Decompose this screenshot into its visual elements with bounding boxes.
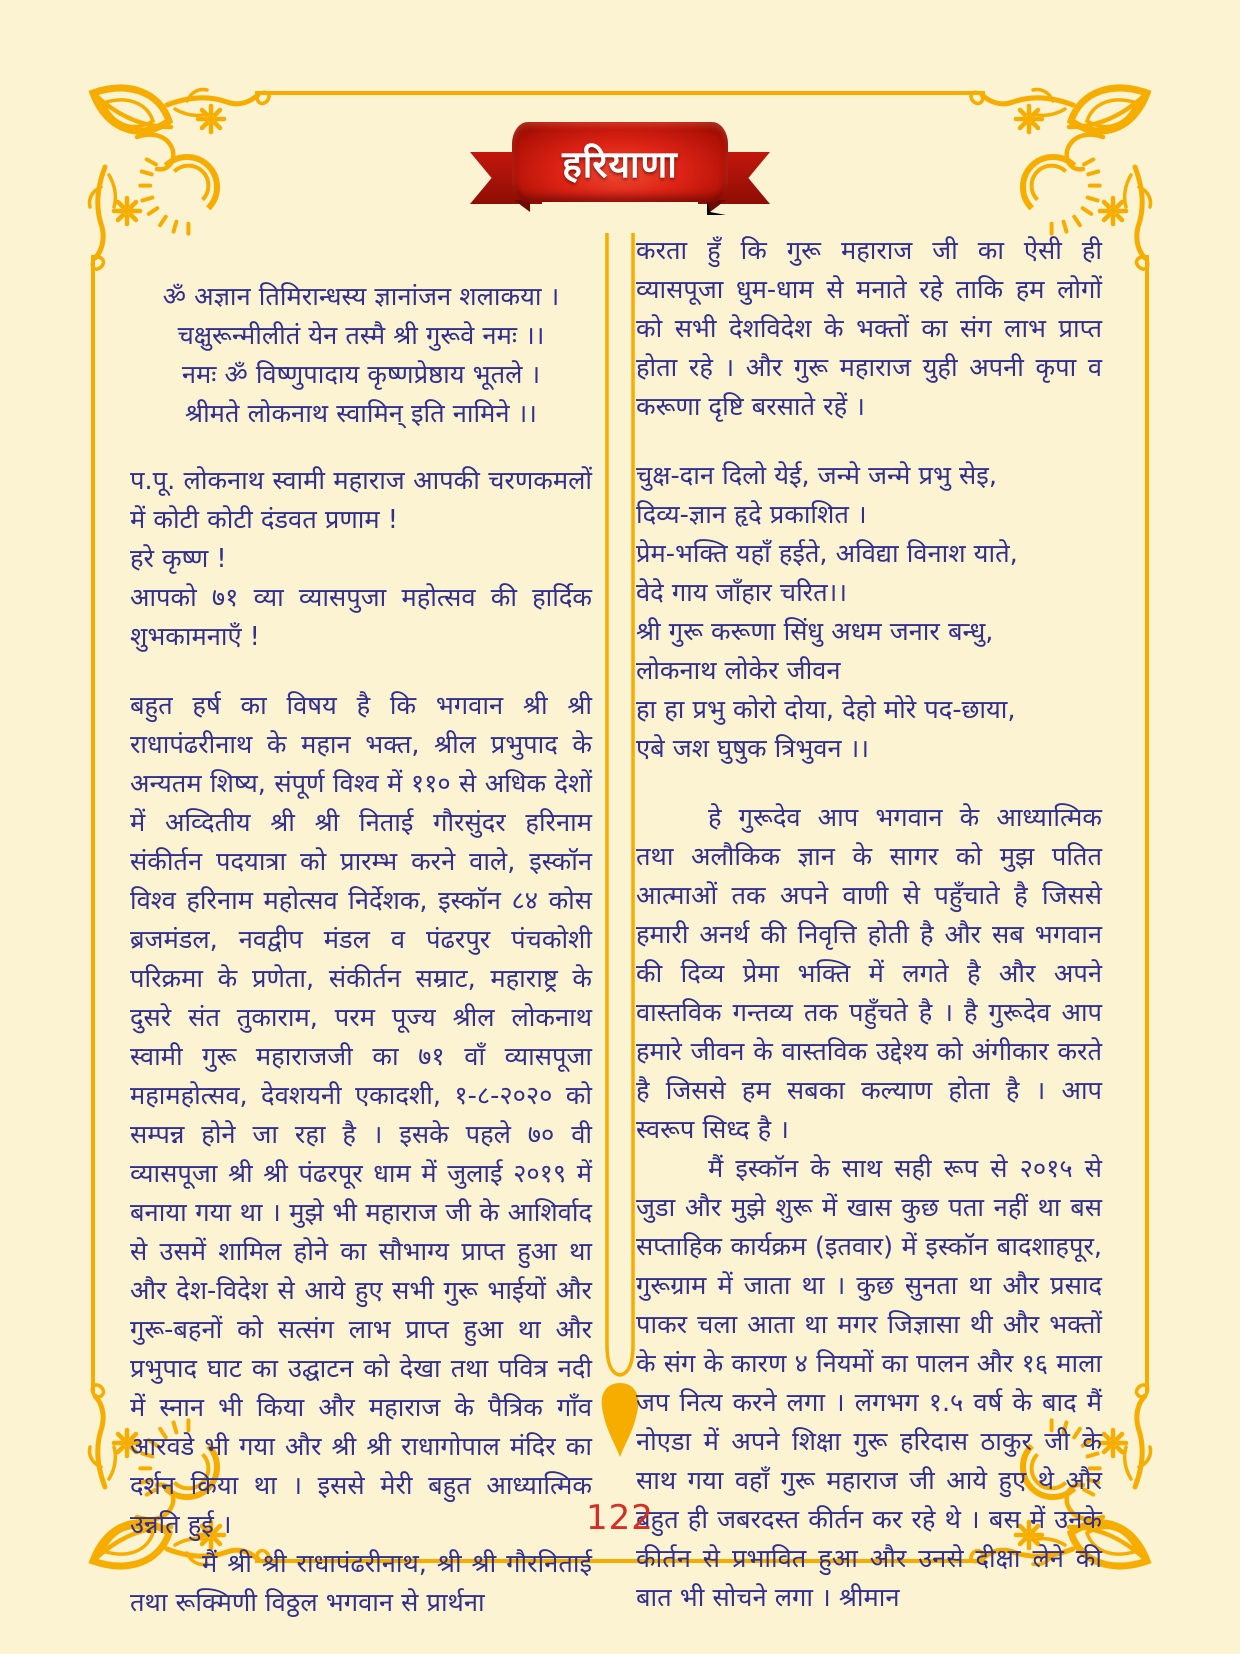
ribbon-fold-icon: [707, 200, 726, 215]
invocation-shloka: [130, 278, 592, 434]
verse-line: लोकनाथ लोकेर जीवन: [636, 656, 841, 686]
verse-line: चुक्ष-दान दिलो येई, जन्मे जन्मे प्रभु सेइ,: [636, 461, 997, 491]
page-number: 122: [586, 1498, 654, 1538]
banner-title: हरियाणा: [562, 142, 678, 186]
corner-flourish-icon: [75, 75, 285, 285]
salutation-paragraph: प.पू. लोकनाथ स्वामी महाराज आपकी चरणकमलों में कोटी कोटी दंडवत प्रणाम !: [130, 466, 592, 535]
verse-line: हा हा प्रभु कोरो दोया, देहो मोरे पद-छाया,: [636, 695, 1016, 725]
right-text-column: [636, 232, 1102, 1618]
verse-line: एबे जश घुषुक त्रिभुवन ।।: [636, 734, 870, 764]
body-paragraph: मैं श्री श्री राधापंढरीनाथ, श्री श्री गौरनिताई तथा रूक्मिणी विठ्ठल भगवान से प्रार्थना: [130, 1549, 592, 1618]
verse-line: श्री गुरू करूणा सिंधु अधम जनार बन्धु,: [636, 617, 994, 647]
gold-frame-line-left: [91, 255, 95, 1393]
left-text-column: [130, 278, 592, 1623]
ribbon-banner: [470, 112, 770, 220]
verse-line: प्रेम-भक्ति यहाँ हईते, अविद्या विनाश याते,: [636, 539, 1018, 569]
shloka-line: ॐ अज्ञान तिमिरान्धस्य ज्ञानांजन शलाकया ।: [162, 282, 560, 312]
shloka-line: चक्षुरून्मीलीतं येन तस्मै श्री गुरूवे नमः ।।: [177, 321, 545, 351]
gold-frame-line-right: [1145, 255, 1149, 1393]
shloka-line: श्रीमते लोकनाथ स्वामिन् इति नामिने ।।: [185, 399, 537, 429]
body-paragraph: करता हुँ कि गुरू महाराज जी का ऐसी ही व्यासपूजा धुम-धाम से मनाते रहे ताकि हम लोगों को सभी देशविदेश के भक्तों का संग लाभ प्राप्त होता रहे । और गुरू महाराज युही अपनी कृपा व करूणा दृष्टि बरसाते रहें ।: [636, 236, 1102, 422]
ribbon-body: [512, 122, 728, 202]
shloka-line: नमः ॐ विष्णुपादाय कृष्णप्रेष्ठाय भूतले ।: [181, 360, 541, 390]
verse-line: दिव्य-ज्ञान हृदे प्रकाशित ।: [636, 500, 867, 530]
body-paragraph: बहुत हर्ष का विषय है कि भगवान श्री श्री राधापंढरीनाथ के महान भक्त, श्रील प्रभुपाद के अन्यतम शिष्य, संपूर्ण विश्व में ११० से अधिक देशों में अव्दितीय श्री श्री निताई गौरसुंदर हरिनाम संकीर्तन पदयात्रा को प्रारम्भ करने वाले, इस्कॉन विश्व हरिनाम महोत्सव निर्देशक, इस्कॉन ८४ कोस ब्रजमंडल, नवद्वीप मंडल व पंढरपुर पंचकोशी परिक्रमा के प्रणेता, संकीर्तन सम्राट, महाराष्ट्र के दुसरे संत तुकाराम, परम पूज्य श्रील लोकनाथ स्वामी गुरू महाराजजी का ७१ वाँ व्यासपूजा महामहोत्सव, देवशयनी एकादशी, १-८-२०२० को सम्पन्न होने जा रहा है । इसके पहले ७० वी व्यासपूजा श्री श्री पंढरपूर धाम में जुलाई २०१९ में बनाया गया था । मुझे भी महाराज जी के आशिर्वाद से उसमें शामिल होने का सौभाग्य प्राप्त हुआ था और देश-विदेश से आये हुए सभी गुरू भाईयों और गुरू-बहनों को सत्संग लाभ प्राप्त हुआ था और प्रभुपाद घाट का उद्घाटन को देखा तथा पवित्र नदी में स्नान भी किया और महाराज के पैत्रिक गाँव आरवडे भी गया और श्री श्री राधागोपाल मंदिर का दर्शन किया था । इससे मेरी बहुत आध्यात्मिक उन्नति हुई ।: [130, 691, 592, 1540]
hare-krishna-line: हरे कृष्ण !: [130, 544, 227, 574]
verse-line: वेदे गाय जाँहार चरित।।: [636, 578, 847, 608]
greeting-paragraph: आपको ७१ व्या व्यासपुजा महोत्सव की हार्दिक शुभकामनाएँ !: [130, 583, 592, 652]
bhajan-verse: [636, 457, 1102, 769]
gold-frame-line-top: [255, 91, 985, 95]
body-paragraph: मैं इस्कॉन के साथ सही रूप से २०१५ से जुडा और मुझे शुरू में खास कुछ पता नहीं था बस सप्ताहिक कार्यक्रम (इतवार) में इस्कॉन बादशाहपूर, गुरूग्राम में जाता था । कुछ सुनता था और प्रसाद पाकर चला आता था मगर जिज्ञासा थी और भक्तों के संग के कारण ४ नियमों का पालन और १६ माला जप नित्य करने लगा । लगभग १.५ वर्ष के बाद मैं नोएडा में अपने शिक्षा गुरू हरिदास ठाकुर जी के साथ गया वहाँ गुरू महाराज जी आये हुए थे और बहुत ही जबरदस्त कीर्तन कर रहे थे । बस में उनके कीर्तन से प्रभावित हुआ और उनसे दीक्षा लेने की बात भी सोचने लगा । श्रीमान: [636, 1154, 1102, 1613]
body-paragraph: हे गुरूदेव आप भगवान के आध्यात्मिक तथा अलौकिक ज्ञान के सागर को मुझ पतित आत्माओं तक अपने वाणी से पहुँचाते है जिससे हमारी अनर्थ की निवृत्ति होती है और सब भगवान की दिव्य प्रेमा भक्ति में लगते है और अपने वास्तविक गन्तव्य तक पहुँचते है । है गुरूदेव आप हमारे जीवन के वास्तविक उद्देश्य को अंगीकार करते है जिससे हम सबका कल्याण होता है । आप स्वरूप सिध्द है ।: [636, 803, 1102, 1145]
